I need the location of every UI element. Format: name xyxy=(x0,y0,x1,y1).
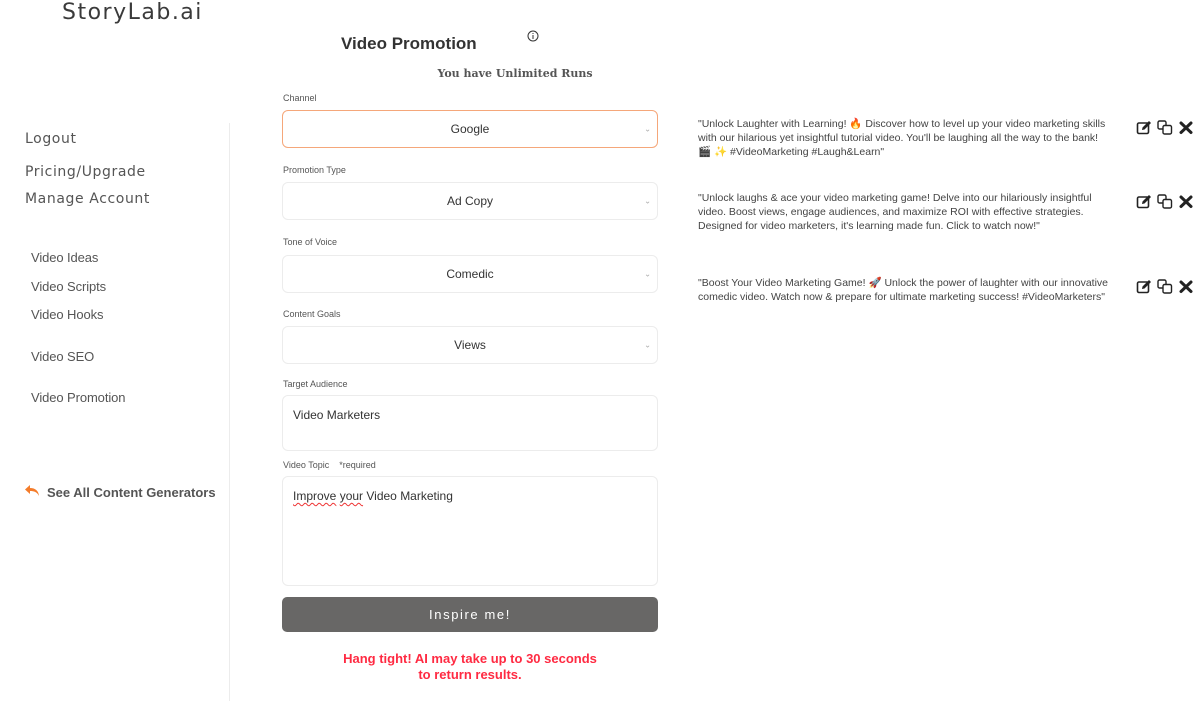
target-audience-value: Video Marketers xyxy=(293,408,381,422)
chevron-down-icon: ⌄ xyxy=(644,124,651,134)
tone-of-voice-select[interactable] xyxy=(282,255,658,293)
reply-arrow-icon xyxy=(24,484,40,501)
content-goals-select[interactable] xyxy=(282,326,658,364)
video-topic-label-text: Video Topic xyxy=(283,460,330,470)
sidebar-item-video-hooks[interactable]: Video Hooks xyxy=(31,307,104,322)
page-title: Video Promotion xyxy=(341,34,477,53)
result-text: "Unlock laughs & ace your video marketing game! Delve into our hilariously insightful video. Boost views, engage audiences, and maximize ROI with effective strategies. Designed for video marketers, it's learning made fun. Click to watch now!" xyxy=(698,192,1092,232)
target-audience-label: Target Audience xyxy=(283,379,348,389)
wait-message-line-1: Hang tight! AI may take up to 30 seconds xyxy=(343,651,597,666)
delete-icon[interactable] xyxy=(1178,120,1194,135)
tone-of-voice-value: Comedic xyxy=(446,267,494,281)
copy-icon[interactable] xyxy=(1157,120,1173,135)
promotion-type-value: Ad Copy xyxy=(446,194,494,208)
chevron-down-icon: ⌄ xyxy=(644,269,651,279)
sidebar-item-video-seo[interactable]: Video SEO xyxy=(31,349,95,364)
inspire-me-button[interactable]: Inspire me! xyxy=(282,597,658,632)
sidebar-item-video-scripts[interactable]: Video Scripts xyxy=(31,279,107,294)
info-circle-icon[interactable] xyxy=(527,29,539,41)
sidebar-item-video-promotion[interactable]: Video Promotion xyxy=(31,390,126,405)
tone-of-voice-label: Tone of Voice xyxy=(283,237,338,247)
logo[interactable]: StoryLab.ai xyxy=(62,0,203,25)
spellcheck-word: Improve xyxy=(293,489,337,503)
edit-icon[interactable] xyxy=(1136,194,1152,209)
see-all-label: See All Content Generators xyxy=(47,485,216,500)
spellcheck-word: your xyxy=(339,489,364,503)
result-actions xyxy=(1136,279,1194,294)
promotion-type-label: Promotion Type xyxy=(283,165,346,175)
video-topic-textarea[interactable] xyxy=(282,476,658,586)
result-text: "Unlock Laughter with Learning! 🔥 Discover how to level up your video marketing skills with our hilarious yet insightful tutorial video. You'll be laughing all the way to the bank! 🎬 ✨ #VideoMarketing #Laugh&Learn" xyxy=(698,118,1106,158)
required-note: *required xyxy=(339,460,376,470)
copy-icon[interactable] xyxy=(1157,279,1173,294)
wait-message xyxy=(282,651,658,683)
channel-value: Google xyxy=(450,122,490,136)
video-topic-value: Video Marketing xyxy=(363,489,453,503)
result-actions xyxy=(1136,194,1194,209)
chevron-down-icon: ⌄ xyxy=(644,196,651,206)
result-actions xyxy=(1136,120,1194,135)
channel-select[interactable] xyxy=(282,110,658,148)
wait-message-line-2: to return results. xyxy=(418,667,522,682)
logout-link[interactable]: Logout xyxy=(25,131,77,147)
sidebar-divider xyxy=(229,123,230,701)
result-text: "Boost Your Video Marketing Game! 🚀 Unlock the power of laughter with our innovative comedic video. Watch now & prepare for ultimate marketing success! #VideoMarketers" xyxy=(698,277,1108,303)
pricing-upgrade-link[interactable]: Pricing/Upgrade xyxy=(25,164,146,180)
chevron-down-icon: ⌄ xyxy=(644,340,651,350)
edit-icon[interactable] xyxy=(1136,120,1152,135)
channel-label: Channel xyxy=(283,93,317,103)
delete-icon[interactable] xyxy=(1178,279,1194,294)
delete-icon[interactable] xyxy=(1178,194,1194,209)
runs-remaining: You have Unlimited Runs xyxy=(437,67,593,80)
content-goals-value: Views xyxy=(454,338,486,352)
target-audience-input[interactable] xyxy=(282,395,658,451)
promotion-type-select[interactable] xyxy=(282,182,658,220)
see-all-generators-link[interactable] xyxy=(24,484,216,501)
video-topic-label xyxy=(283,460,376,470)
copy-icon[interactable] xyxy=(1157,194,1173,209)
sidebar xyxy=(0,0,230,701)
edit-icon[interactable] xyxy=(1136,279,1152,294)
sidebar-item-video-ideas[interactable]: Video Ideas xyxy=(31,250,99,265)
content-goals-label: Content Goals xyxy=(283,309,341,319)
manage-account-link[interactable]: Manage Account xyxy=(25,191,150,207)
